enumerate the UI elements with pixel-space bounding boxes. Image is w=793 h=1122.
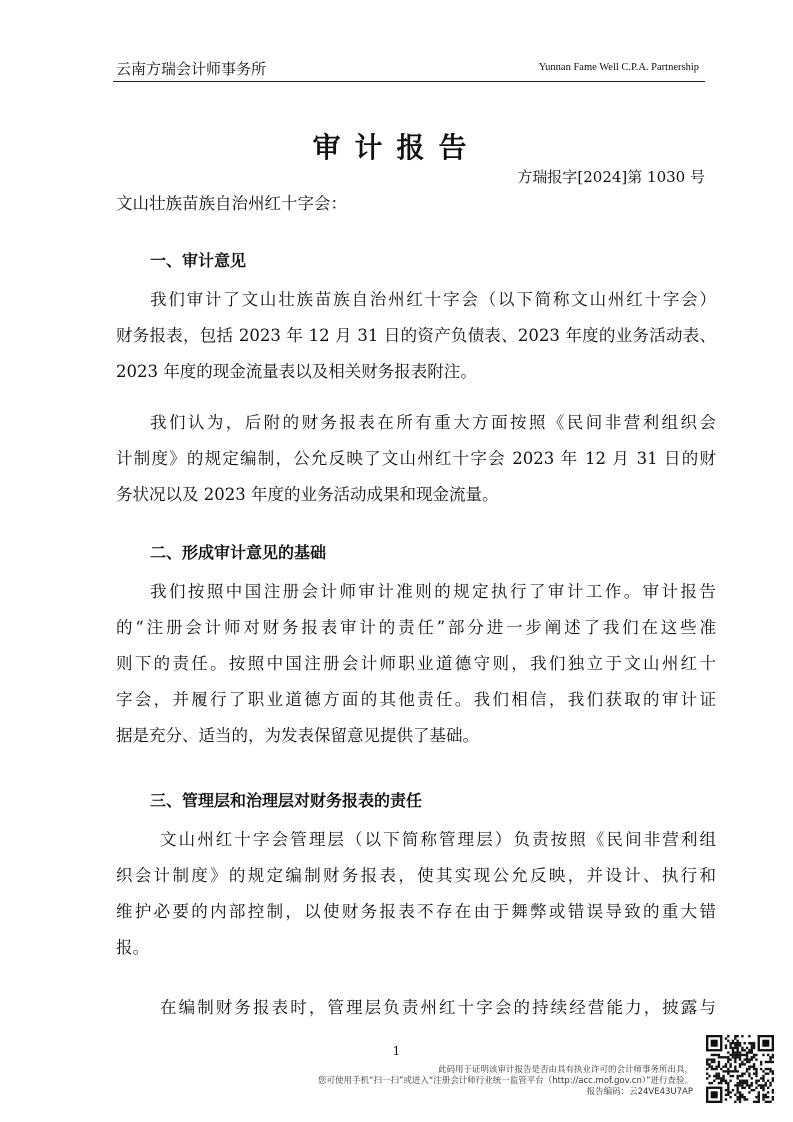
header-divider [113, 81, 705, 82]
text-line: 财务报表，包括 2023 年 12 月 31 日的资产负债表、2023 年度的业务活动表、 [116, 326, 716, 345]
page-number: 1 [392, 1044, 401, 1058]
verification-note-line: 您可使用手机“扫一扫”或进入“注册会计师行业统一监管平台（http://acc.mof.gov.cn）”进行查验。 [318, 1076, 693, 1086]
text-line: 我们审计了文山壮族苗族自治州红十字会（以下简称文山州红十字会） [150, 290, 716, 309]
text-line: 报。 [116, 938, 149, 957]
text-line: 文山州红十字会管理层（以下简称管理层）负责按照《民间非营利组 [160, 830, 716, 849]
text-line: 织会计制度》的规定编制财务报表，使其实现公允反映，并设计、执行和 [116, 866, 716, 885]
section-heading-responsibility: 三、管理层和治理层对财务报表的责任 [150, 791, 423, 810]
paragraph-going-concern [116, 990, 716, 1026]
verification-note [193, 1065, 693, 1098]
addressee: 文山壮族苗族自治州红十字会： [116, 194, 347, 213]
paragraph-management-responsibility [116, 822, 716, 966]
text-line: 务状况以及 2023 年度的业务活动成果和现金流量。 [116, 485, 499, 504]
paragraph-audit-scope [116, 282, 716, 390]
text-line: 字会，并履行了职业道德方面的其他责任。我们相信，我们获取的审计证 [116, 690, 716, 709]
qr-code-icon [706, 1035, 774, 1105]
report-code: 报告编码：云24VE43U7AP [586, 1087, 693, 1097]
verification-note-line: 此码用于证明该审计报告是否由具有执业许可的会计师事务所出具， [437, 1065, 693, 1075]
text-line: 我们按照中国注册会计师审计准则的规定执行了审计工作。审计报告 [150, 582, 716, 601]
text-line: 我们认为，后附的财务报表在所有重大方面按照《民间非营利组织会 [150, 413, 716, 432]
text-line: 维护必要的内部控制，以使财务报表不存在由于舞弊或错误导致的重大错 [116, 902, 716, 921]
firm-name-cn: 云南方瑞会计师事务所 [116, 60, 267, 78]
text-line: 则下的责任。按照中国注册会计师职业道德守则，我们独立于文山州红十 [116, 654, 716, 673]
paragraph-opinion [116, 405, 716, 513]
text-line: 的“注册会计师对财务报表审计的责任”部分进一步阐述了我们在这些准 [116, 618, 716, 637]
firm-name-en: Yunnan Fame Well C.P.A. Partnership [538, 62, 699, 73]
report-title: 审计报告 [312, 131, 481, 164]
text-line: 在编制财务报表时，管理层负责州红十字会的持续经营能力，披露与 [160, 998, 716, 1017]
report-number: 方瑞报字[2024]第 1030 号 [517, 168, 705, 186]
section-heading-basis: 二、形成审计意见的基础 [150, 543, 327, 562]
paragraph-basis [116, 574, 716, 754]
section-heading-audit-opinion: 一、审计意见 [150, 251, 247, 270]
text-line: 计制度》的规定编制，公允反映了文山州红十字会 2023 年 12 月 31 日的财 [116, 449, 716, 468]
text-line: 2023 年度的现金流量表以及相关财务报表附注。 [116, 362, 477, 381]
text-line: 据是充分、适当的，为发表保留意见提供了基础。 [116, 726, 479, 745]
